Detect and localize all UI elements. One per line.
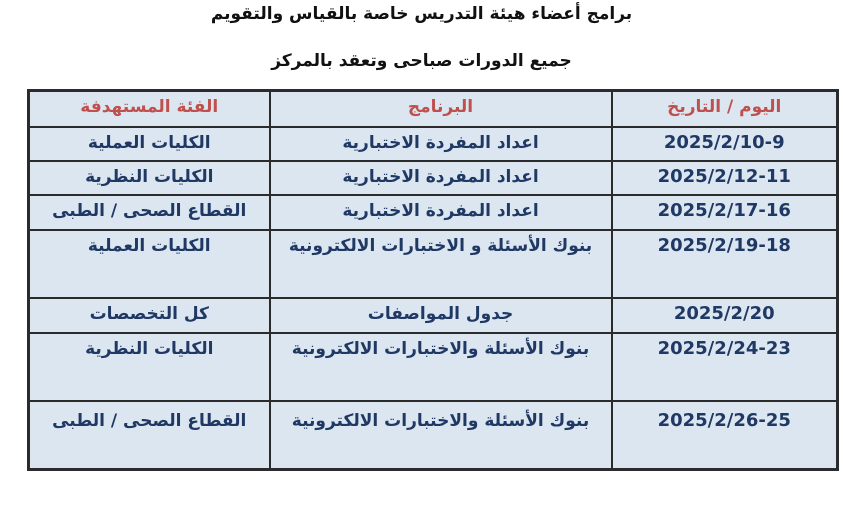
- date-cell: 2025/2/10-9: [612, 127, 838, 161]
- table-row: [29, 195, 838, 230]
- program-cell: جدول المواصفات: [270, 298, 612, 333]
- schedule-table: [27, 89, 839, 471]
- page-title: برامج أعضاء هيئة التدريس خاصة بالقياس والتقويم: [210, 4, 633, 24]
- audience-cell: الكليات العملية: [29, 230, 270, 298]
- program-cell: بنوك الأسئلة والاختبارات الالكترونية: [270, 401, 612, 469]
- table-row: [29, 298, 838, 333]
- audience-cell: الكليات النظرية: [29, 333, 270, 401]
- column-header-date: اليوم / التاريخ: [612, 91, 838, 128]
- program-cell: بنوك الأسئلة والاختبارات الالكترونية: [270, 333, 612, 401]
- table-row: [29, 401, 838, 469]
- program-cell: اعداد المفردة الاختبارية: [270, 161, 612, 195]
- table-row: [29, 230, 838, 298]
- date-cell: 2025/2/20: [612, 298, 838, 333]
- audience-cell: كل التخصصات: [29, 298, 270, 333]
- table-row: [29, 127, 838, 161]
- column-header-audience: الفئة المستهدفة: [29, 91, 270, 128]
- date-cell: 2025/2/26-25: [612, 401, 838, 469]
- date-cell: 2025/2/19-18: [612, 230, 838, 298]
- table-header-row: [29, 91, 838, 128]
- column-header-program: البرنامج: [270, 91, 612, 128]
- audience-cell: الكليات النظرية: [29, 161, 270, 195]
- program-cell: اعداد المفردة الاختبارية: [270, 195, 612, 230]
- page-subtitle: جميع الدورات صباحى وتعقد بالمركز: [271, 51, 572, 71]
- date-cell: 2025/2/24-23: [612, 333, 838, 401]
- program-cell: اعداد المفردة الاختبارية: [270, 127, 612, 161]
- audience-cell: القطاع الصحى / الطبى: [29, 195, 270, 230]
- table-row: [29, 333, 838, 401]
- table-row: [29, 161, 838, 195]
- program-cell: بنوك الأسئلة و الاختبارات الالكترونية: [270, 230, 612, 298]
- audience-cell: الكليات العملية: [29, 127, 270, 161]
- date-cell: 2025/2/12-11: [612, 161, 838, 195]
- date-cell: 2025/2/17-16: [612, 195, 838, 230]
- audience-cell: القطاع الصحى / الطبى: [29, 401, 270, 469]
